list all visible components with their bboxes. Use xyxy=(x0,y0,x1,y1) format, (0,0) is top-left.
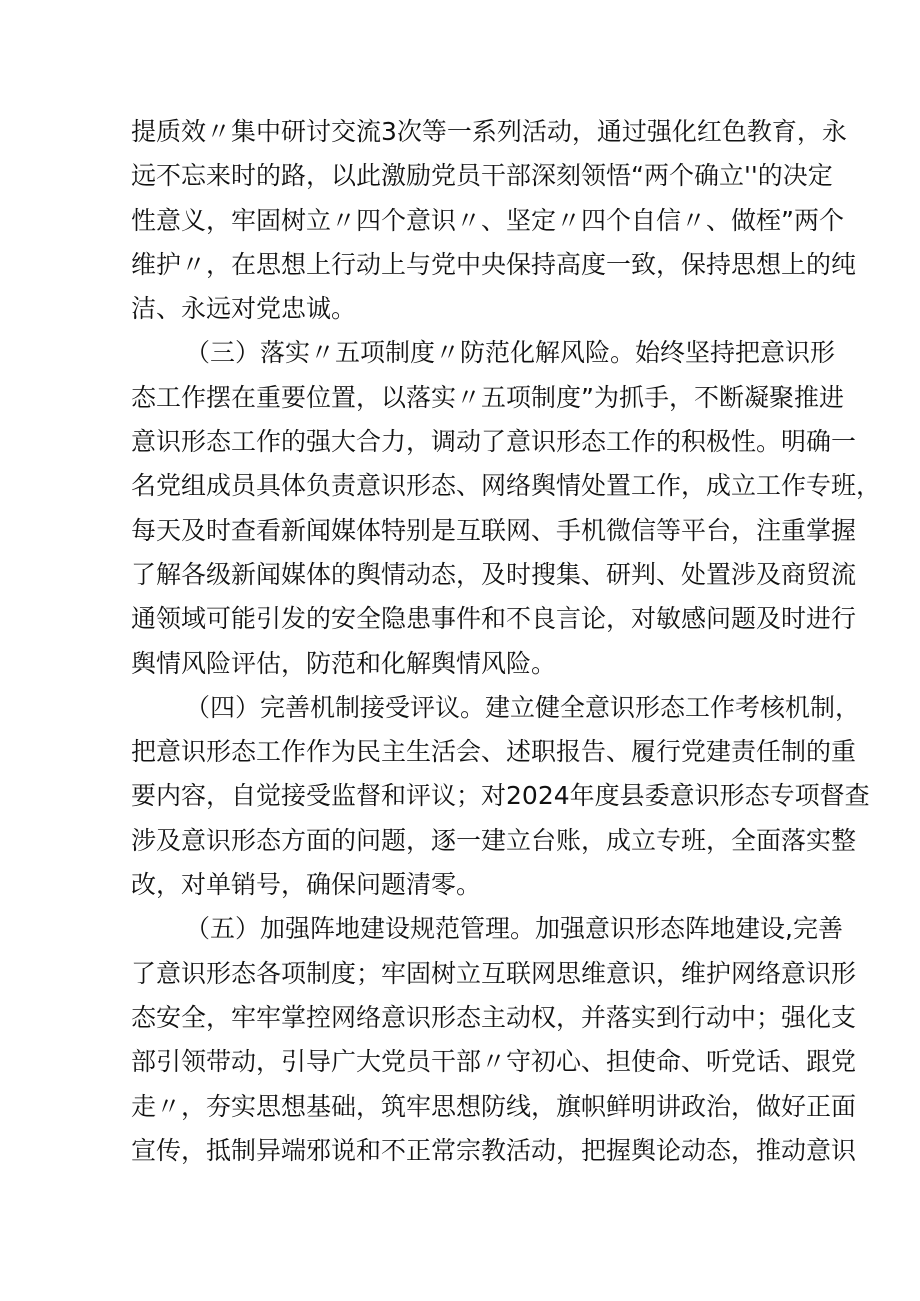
text-line: 要内容，自觉接受监督和评议；对2024年度县委意识形态专项督查 xyxy=(131,781,870,811)
text-line: 远不忘来时的路，以此激励党员干部深刻领悟“两个确立''的决定 xyxy=(131,161,833,191)
text-line-first: （四）完善机制接受评议。建立健全意识形态工作考核机制， xyxy=(185,692,861,722)
paragraph-section-5 xyxy=(131,907,857,1173)
text-line-first: （三）落实〃五项制度〃防范化解风险。始终坚持把意识形 xyxy=(185,338,836,368)
text-line: 舆情风险评估，防范和化解舆情风险。 xyxy=(131,648,557,678)
text-line: 走〃，夯实思想基础，筑牢思想防线，旗帜鲜明讲政治，做好正面 xyxy=(131,1091,857,1121)
text-line: 态安全，牢牢掌控网络意识形态主动权，并落实到行动中；强化支 xyxy=(131,1002,857,1032)
text-line: 了意识形态各项制度；牢固树立互联网思维意识，维护网络意识形 xyxy=(131,958,857,988)
text-line: 性意义，牢固树立〃四个意识〃、坚定〃四个自信〃、做桎”两个 xyxy=(131,205,844,235)
text-line: 改，对单销号，确保问题清零。 xyxy=(131,870,482,900)
text-line: 了解各级新闻媒体的舆情动态，及时搜集、研判、处置涉及商贸流 xyxy=(131,559,857,589)
text-line: 名党组成员具体负责意识形态、网络舆情处置工作，成立工作专班， xyxy=(131,471,882,501)
text-line: 洁、永远对党忠诚。 xyxy=(131,294,357,324)
text-line: 通领域可能引发的安全隐患事件和不良言论，对敏感问题及时进行 xyxy=(131,604,857,634)
text-line: 部引领带动，引导广大党员干部〃守初心、担使命、听党话、跟党 xyxy=(131,1047,857,1077)
text-line: 提质效〃集中研讨交流3次等一系列活动，通过强化红色教育，永 xyxy=(131,117,847,146)
text-line: 维护〃，在思想上行动上与党中央保持高度一致，保持思想上的纯 xyxy=(131,249,857,279)
text-line: 意识形态工作的强大合力，调动了意识形态工作的积极性。明确一 xyxy=(131,427,857,457)
text-line: 宣传，抵制异端邪说和不正常宗教活动，把握舆论动态，推动意识 xyxy=(131,1135,857,1165)
text-line: 把意识形态工作作为民主生活会、述职报告、履行党建责任制的重 xyxy=(131,737,857,767)
paragraph-section-3 xyxy=(131,331,882,685)
paragraph-section-4 xyxy=(131,686,870,907)
text-line: 态工作摆在重要位置，以落实〃五项制度”为抓手，不断凝聚推进 xyxy=(131,382,844,412)
paragraph-continuation xyxy=(131,110,857,331)
text-line: 每天及时查看新闻媒体特别是互联网、手机微信等平台，注重掌握 xyxy=(131,515,857,545)
text-line: 涉及意识形态方面的问题，逐一建立台账，成立专班，全面落实整 xyxy=(131,825,857,855)
document-body xyxy=(131,110,882,1173)
text-line-first: （五）加强阵地建设规范管理。加强意识形态阵地建设,完善 xyxy=(185,914,843,944)
